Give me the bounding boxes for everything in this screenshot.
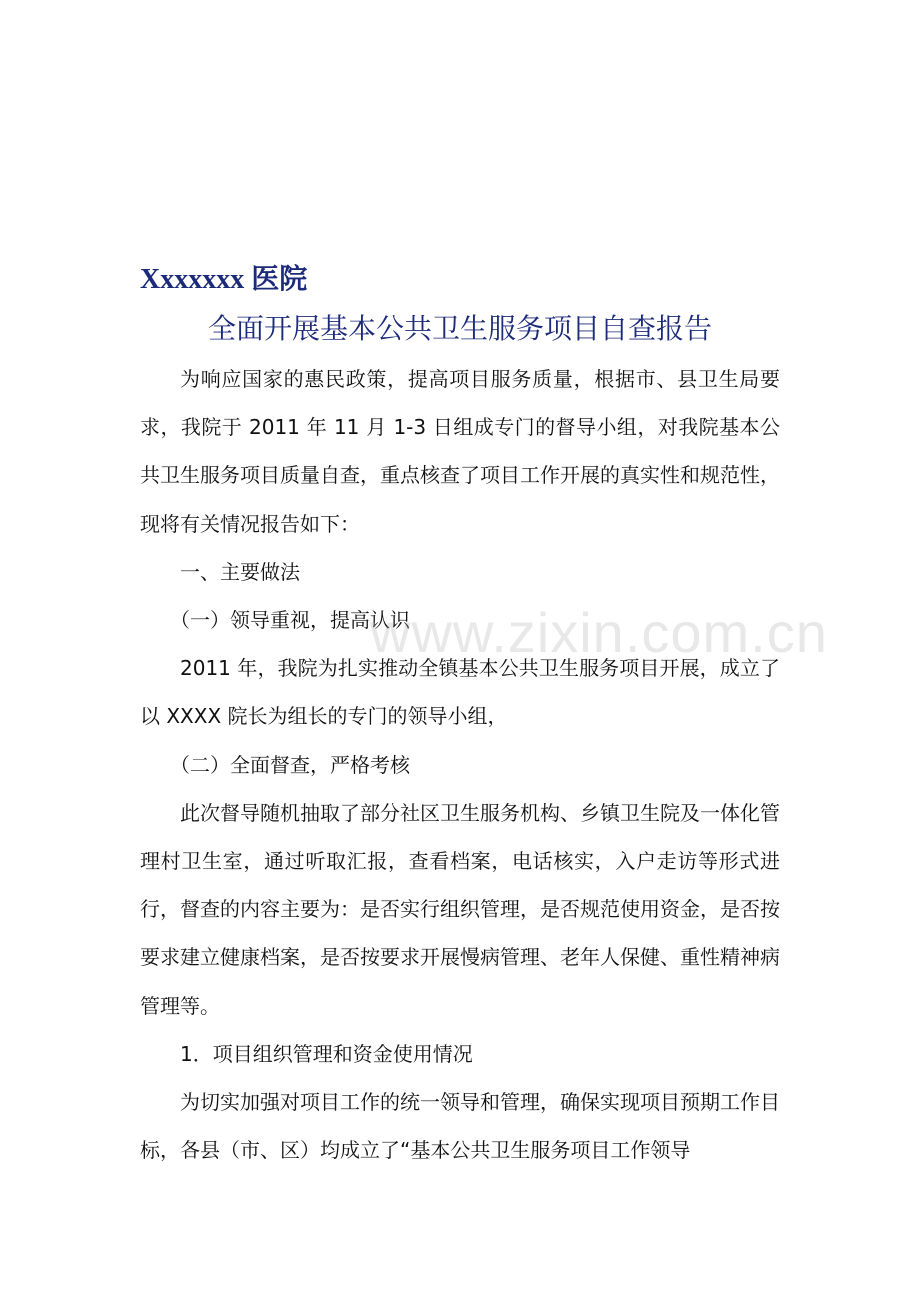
report-title: 全面开展基本公共卫生服务项目自查报告 bbox=[207, 312, 712, 345]
section-heading-main-practices: 一、主要做法 bbox=[180, 559, 300, 584]
hospital-name: Xxxxxxx 医院 bbox=[140, 264, 308, 295]
item-heading-organization-funds: 1．项目组织管理和资金使用情况 bbox=[180, 1041, 473, 1066]
leadership-paragraph: 2011 年，我院为扎实推动全镇基本公共卫生服务项目开展，成立了以 XXXX 院长为组长的专门的领导小组， bbox=[140, 656, 780, 729]
report-body bbox=[140, 355, 780, 1174]
subsection-heading-leadership: （一）领导重视，提高认识 bbox=[170, 608, 410, 633]
intro-paragraph: 为响应国家的惠民政策，提高项目服务质量，根据市、县卫生局要求，我院于 2011 年 11 月 1-3 日组成专门的督导小组，对我院基本公共卫生服务项目质量自查，重点核查了项目工作开展的真实性和规范性，现将有关情况报告如下： bbox=[140, 367, 780, 536]
watermark: www.zixin.com.cn bbox=[370, 601, 828, 664]
subsection-heading-inspection: （二）全面督查，严格考核 bbox=[170, 752, 410, 777]
inspection-paragraph: 此次督导随机抽取了部分社区卫生服务机构、乡镇卫生院及一体化管理村卫生室，通过听取汇报，查看档案，电话核实，入户走访等形式进行，督查的内容主要为：是否实行组织管理，是否规范使用资金，是否按要求建立健康档案，是否按要求开展慢病管理、老年人保健、重性精神病管理等。 bbox=[140, 800, 780, 1018]
organization-paragraph: 为切实加强对项目工作的统一领导和管理，确保实现项目预期工作目标，各县（市、区）均成立了“基本公共卫生服务项目工作领导 bbox=[140, 1090, 780, 1163]
